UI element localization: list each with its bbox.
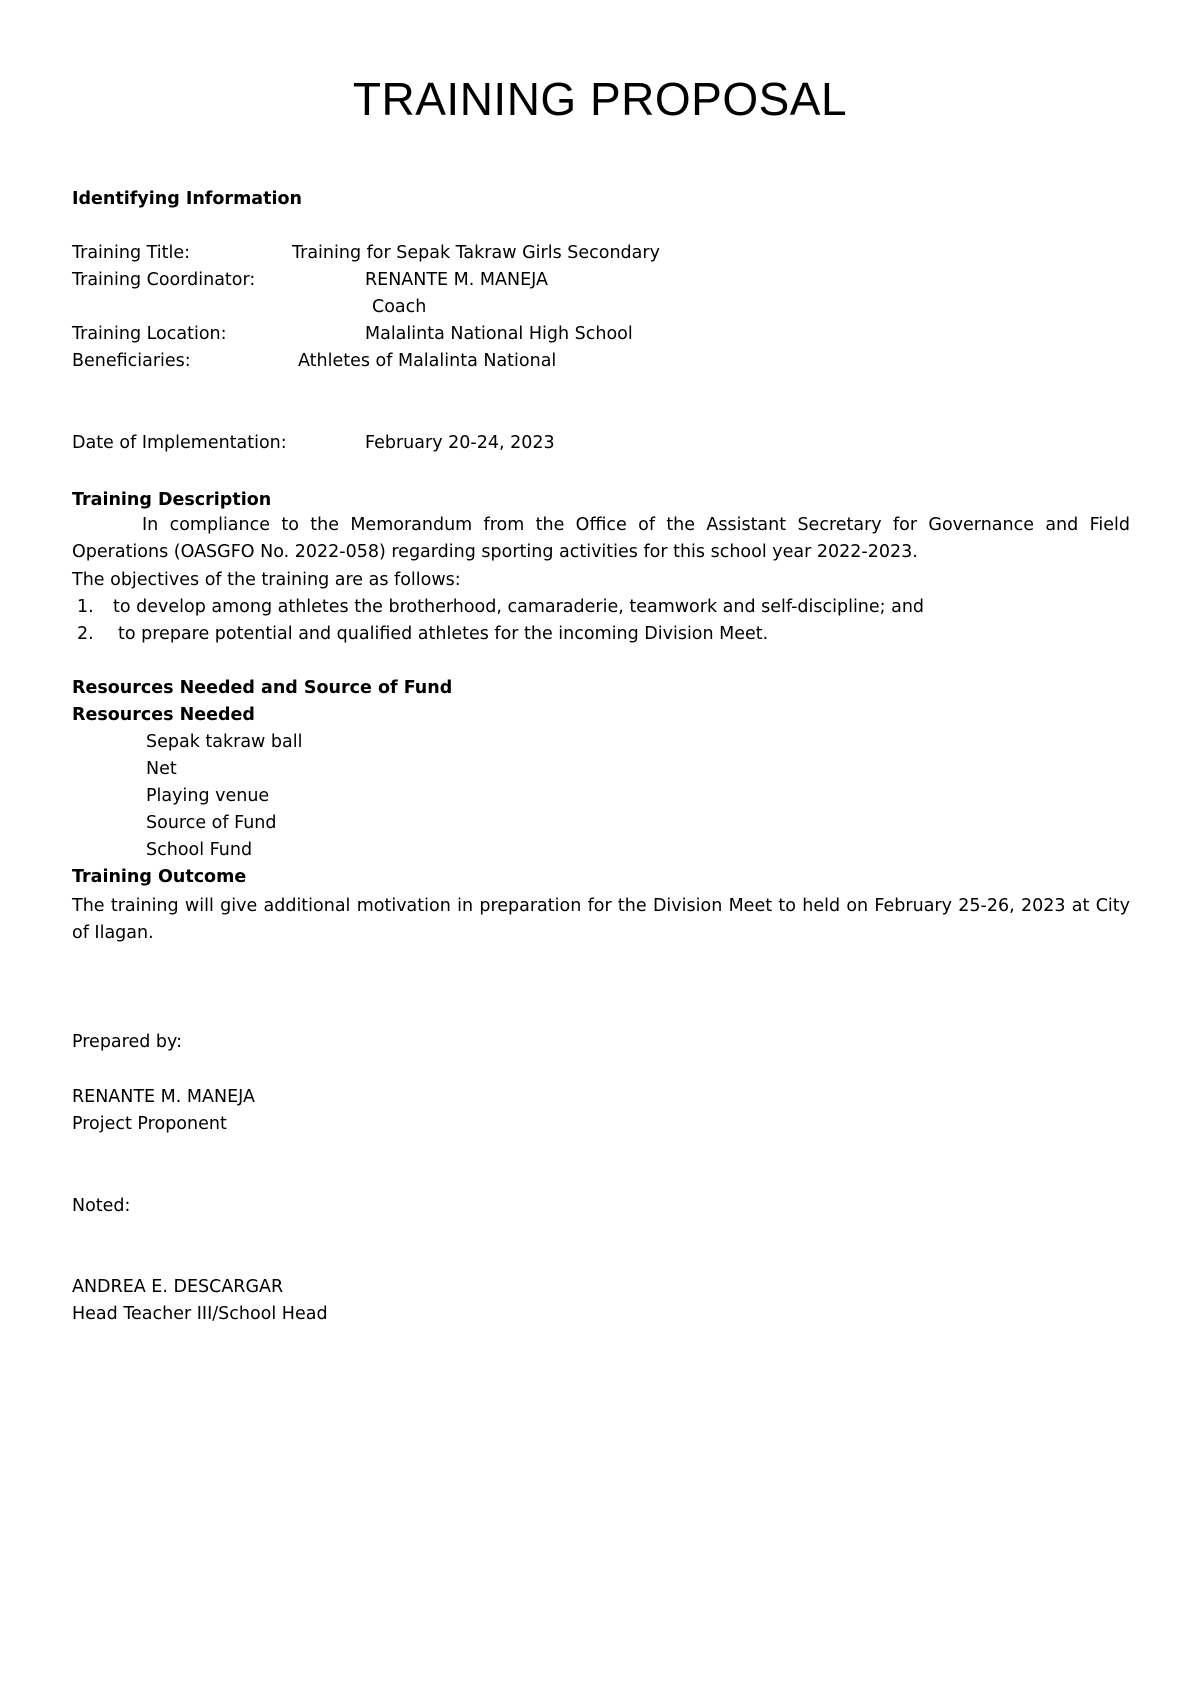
training-title-label: Training Title:	[72, 243, 191, 263]
date-label: Date of Implementation:	[72, 433, 287, 453]
training-title-value: Training for Sepak Takraw Girls Secondary	[292, 243, 660, 263]
outcome-text: The training will give additional motivation in preparation for the Division Meet to held on February 25-26, 2023 at City of Ilagan.	[72, 896, 1130, 943]
resource-item: School Fund	[146, 840, 253, 860]
location-label: Training Location:	[72, 324, 227, 344]
noted-label: Noted:	[72, 1196, 131, 1216]
resources-subheading: Resources Needed	[72, 705, 255, 725]
description-paragraph	[72, 512, 1130, 566]
objective-number: 1.	[77, 597, 94, 617]
objectives-intro: The objectives of the training are as follows:	[72, 570, 461, 590]
noted-role: Head Teacher III/School Head	[72, 1304, 328, 1324]
coordinator-label: Training Coordinator:	[72, 270, 256, 290]
beneficiaries-label: Beneficiaries:	[72, 351, 191, 371]
coordinator-name: RENANTE M. MANEJA	[365, 270, 548, 290]
location-value: Malalinta National High School	[365, 324, 633, 344]
objective-text: to develop among athletes the brotherhood, camaraderie, teamwork and self-discipline; and	[113, 597, 925, 617]
description-heading: Training Description	[72, 490, 272, 510]
prepared-role: Project Proponent	[72, 1114, 227, 1134]
date-value: February 20-24, 2023	[365, 433, 555, 453]
noted-name: ANDREA E. DESCARGAR	[72, 1277, 284, 1297]
objective-text: to prepare potential and qualified athletes for the incoming Division Meet.	[118, 624, 769, 644]
description-text: In compliance to the Memorandum from the Office of the Assistant Secretary for Governance and Field Operations (OASGFO No. 2022-058) regarding sporting activities for this school year 2022-2023.	[72, 515, 1130, 562]
resource-item: Net	[146, 759, 177, 779]
document-title: TRAINING PROPOSAL	[352, 73, 848, 125]
resource-item: Sepak takraw ball	[146, 732, 303, 752]
resources-heading: Resources Needed and Source of Fund	[72, 678, 453, 698]
outcome-heading: Training Outcome	[72, 867, 247, 887]
beneficiaries-value: Athletes of Malalinta National	[298, 351, 557, 371]
prepared-by-label: Prepared by:	[72, 1032, 182, 1052]
coordinator-role: Coach	[372, 297, 427, 317]
prepared-name: RENANTE M. MANEJA	[72, 1087, 255, 1107]
identifying-heading: Identifying Information	[72, 189, 302, 209]
resource-item: Source of Fund	[146, 813, 277, 833]
resource-item: Playing venue	[146, 786, 270, 806]
objective-number: 2.	[77, 624, 94, 644]
